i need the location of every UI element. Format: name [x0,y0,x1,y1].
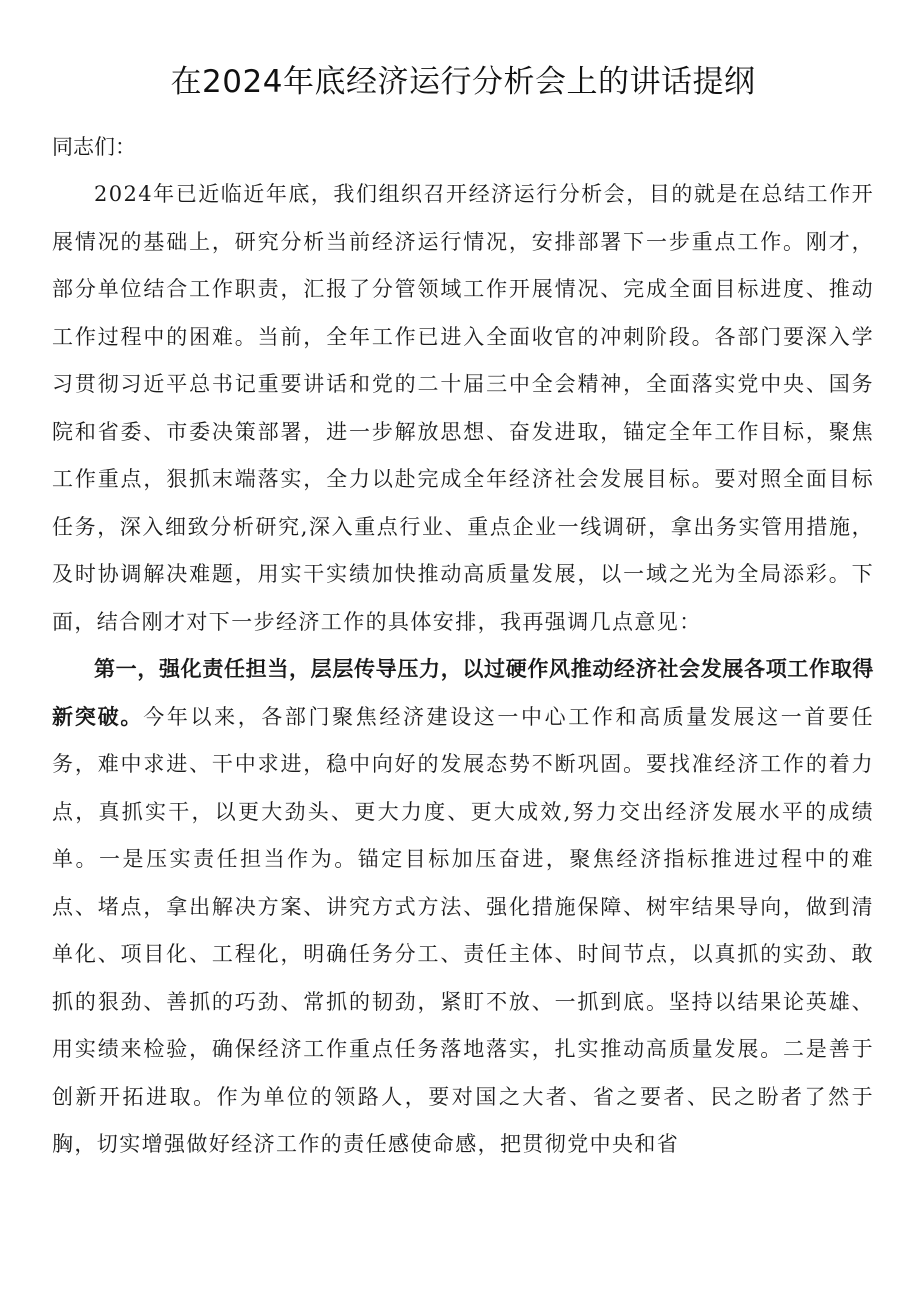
paragraph-intro [52,171,874,646]
salutation: 同志们： [52,135,136,159]
document-page [52,58,874,1169]
paragraph-body: 2024年已近临近年底，我们组织召开经济运行分析会，目的就是在总结工作开展情况的基础上，研究分析当前经济运行情况，安排部署下一步重点工作。刚才，部分单位结合工作职责，汇报了分管领域工作开展情况、完成全面目标进度、推动工作过程中的困难。当前，全年工作已进入全面收官的冲刺阶段。各部门要深入学习贯彻习近平总书记重要讲话和党的二十届三中全会精神，全面落实党中央、国务院和省委、市委决策部署，进一步解放思想、奋发进取，锚定全年工作目标，聚焦工作重点，狠抓末端落实，全力以赴完成全年经济社会发展目标。要对照全面目标任务，深入细致分析研究,深入重点行业、重点企业一线调研，拿出务实管用措施，及时协调解决难题，用实干实绩加快推动高质量发展，以一域之光为全局添彩。下面，结合刚才对下一步经济工作的具体安排，我再强调几点意见： [52,182,874,634]
paragraph-body: 今年以来，各部门聚焦经济建设这一中心工作和高质量发展这一首要任务，难中求进、干中求进，稳中向好的发展态势不断巩固。要找准经济工作的着力点，真抓实干，以更大劲头、更大力度、更大成效,努力交出经济发展水平的成绩单。一是压实责任担当作为。锚定目标加压奋进，聚焦经济指标推进过程中的难点、堵点，拿出解决方案、讲究方式方法、强化措施保障、树牢结果导向，做到清单化、项目化、工程化，明确任务分工、责任主体、时间节点，以真抓的实劲、敢抓的狠劲、善抓的巧劲、常抓的韧劲，紧盯不放、一抓到底。坚持以结果论英雄、用实绩来检验，确保经济工作重点任务落地落实，扎实推动高质量发展。二是善于创新开拓进取。作为单位的领路人，要对国之大者、省之要者、民之盼者了然于胸，切实增强做好经济工作的责任感使命感，把贯彻党中央和省 [52,704,874,1156]
paragraph-first-point [52,646,874,1169]
paragraph-lead: 第一，强化责任担当，层层传导压力，以过硬作风推动经济社会发展各项工作取得新突破。 [52,657,874,729]
document-title: 在2024年底经济运行分析会上的讲话提纲 [170,64,756,100]
